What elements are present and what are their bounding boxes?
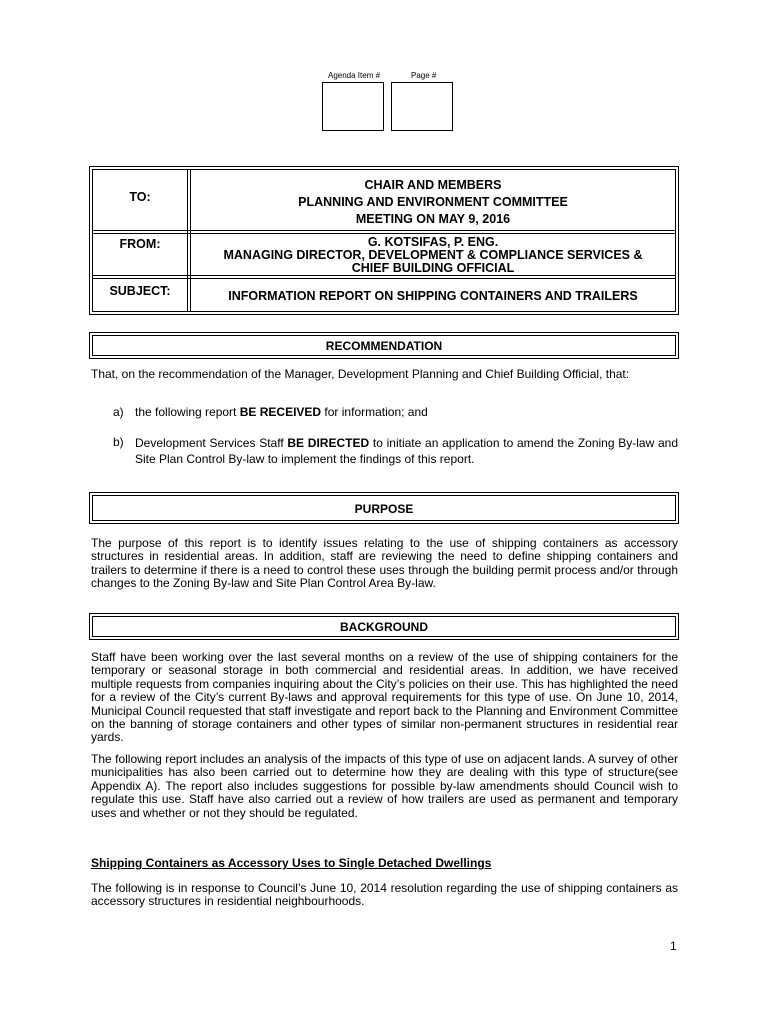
purpose-section-header xyxy=(89,492,679,524)
recommendation-item-b-marker: b) xyxy=(113,435,124,449)
from-line: CHIEF BUILDING OFFICIAL xyxy=(351,261,515,275)
item-a-text-before: the following report xyxy=(135,405,240,419)
background-section-header xyxy=(89,613,679,640)
to-value xyxy=(191,177,675,228)
recommendation-intro: That, on the recommendation of the Manager, Development Planning and Chief Building Official, that: xyxy=(91,367,630,381)
recommendation-item-a-marker: a) xyxy=(113,405,124,419)
background-body-2 xyxy=(91,753,678,820)
memo-row-divider xyxy=(93,230,675,234)
purpose-body xyxy=(91,537,678,591)
item-b-bold: BE DIRECTED xyxy=(287,436,370,450)
from-line: G. KOTSIFAS, P. ENG. xyxy=(367,235,499,249)
item-b-text-after: to initiate an application to amend the Zoning By-law and Site Plan Control By-law to implement the findings of this report. xyxy=(135,436,679,466)
recommendation-section-header xyxy=(89,332,679,359)
item-a-text-after: for information; and xyxy=(321,405,428,419)
recommendation-item-a xyxy=(135,406,678,419)
subject-value: INFORMATION REPORT ON SHIPPING CONTAINERS AND TRAILERS xyxy=(228,289,638,303)
shipping-containers-text: The following is in response to Council’s June 10, 2014 resolution regarding the use of shipping containers as accessory structures in residential neighbourhoods. xyxy=(91,881,678,909)
agenda-item-label: Agenda Item # xyxy=(328,71,381,80)
from-value xyxy=(191,236,675,275)
to-line: CHAIR AND MEMBERS xyxy=(364,178,502,192)
to-label: TO: xyxy=(129,190,151,204)
to-line: MEETING ON MAY 9, 2016 xyxy=(355,212,511,226)
shipping-containers-body xyxy=(91,882,678,909)
page-label: Page # xyxy=(411,71,437,80)
recommendation-body xyxy=(91,368,678,381)
page-number: 1 xyxy=(670,939,677,953)
background-paragraph-1: Staff have been working over the last several months on a review of the use of shipping containers for the temporary or seasonal storage in both commercial and residential areas. In addition, we have received multiple requests from companies inquiring about the City’s policies on their use. This has highlighted the need for a review of the City’s current By-laws and approval requirements for this type of use. On June 10, 2014, Municipal Council requested that staff investigate and report back to the Planning and Environment Committee on the banning of storage containers and other types of similar non-permanent structures in residential rear yards. xyxy=(91,650,678,745)
agenda-item-box[interactable] xyxy=(322,82,384,131)
memo-header-table xyxy=(89,166,679,315)
background-paragraph-2: The following report includes an analysis of the impacts of this type of use on adjacent lands. A survey of other municipalities has also been carried out to determine how they are dealing with this type of structure(see Appendix A). The report also includes suggestions for possible by-law amendments should Council wish to regulate this use. Staff have also carried out a review of how trailers are used as permanent and temporary uses and whether or not they should be regulated. xyxy=(91,752,678,820)
from-line: MANAGING DIRECTOR, DEVELOPMENT & COMPLIANCE SERVICES & xyxy=(223,248,643,262)
purpose-text: The purpose of this report is to identify issues relating to the use of shipping containers as accessory structures in residential areas. In addition, staff are reviewing the need to define shipping containers and trailers to determine if there is a need to control these uses through the building permit process and/or through changes to the Zoning By-law and Site Plan Control Area By-law. xyxy=(91,536,678,591)
subject-label: SUBJECT: xyxy=(109,284,171,298)
shipping-containers-heading: Shipping Containers as Accessory Uses to Single Detached Dwellings xyxy=(91,856,492,870)
recommendation-title: RECOMMENDATION xyxy=(325,339,443,353)
recommendation-item-b xyxy=(135,436,678,467)
from-label: FROM: xyxy=(119,237,161,251)
background-body xyxy=(91,651,678,745)
background-title: BACKGROUND xyxy=(340,620,428,634)
item-b-text-before: Development Services Staff xyxy=(135,436,288,450)
purpose-title: PURPOSE xyxy=(354,502,414,516)
page-number-box[interactable] xyxy=(391,82,453,131)
memo-row-divider xyxy=(93,275,675,279)
to-line: PLANNING AND ENVIRONMENT COMMITTEE xyxy=(298,195,568,209)
item-a-bold: BE RECEIVED xyxy=(239,405,322,419)
